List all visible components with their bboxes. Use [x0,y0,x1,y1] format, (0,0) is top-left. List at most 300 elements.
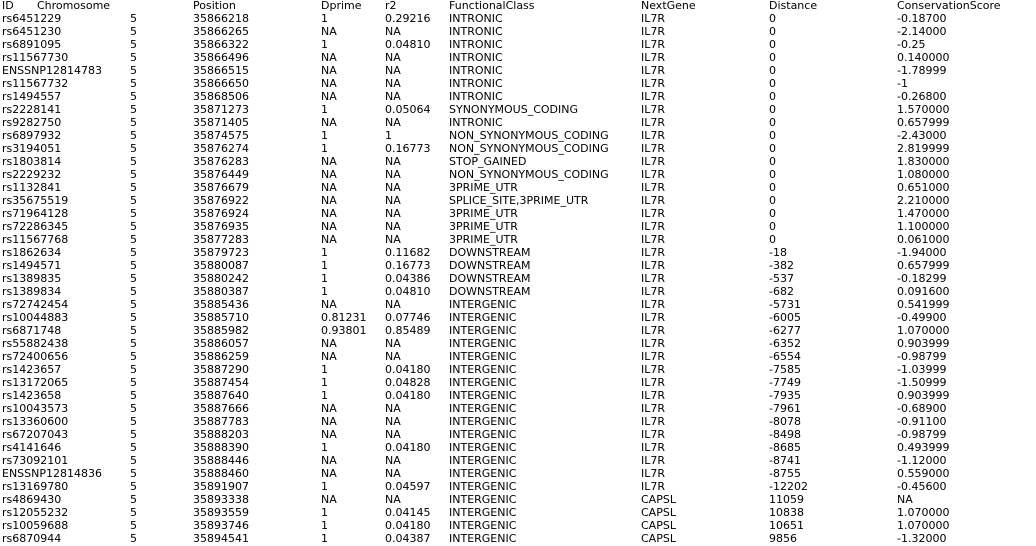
table-cell: NA [321,402,337,415]
table-cell: 1 [321,246,328,259]
table-cell: 1.570000 [897,103,950,116]
table-cell: IL7R [641,129,666,142]
table-cell: 35887290 [193,363,249,376]
table-cell: 1 [321,363,328,376]
table-cell: -537 [769,272,794,285]
table-cell: 35888460 [193,467,249,480]
table-cell: 5 [130,519,137,532]
table-cell: NA [385,155,401,168]
table-cell: 35871405 [193,116,249,129]
table-cell: IL7R [641,454,666,467]
table-cell: rs6871748 [2,324,62,337]
table-cell: 5 [130,350,137,363]
table-cell: 1 [321,389,328,402]
table-cell: INTERGENIC [449,389,517,402]
table-cell: NA [385,467,401,480]
table-row [0,259,1036,272]
table-cell: NA [385,233,401,246]
table-cell: rs35675519 [2,194,69,207]
table-cell: 35893746 [193,519,249,532]
table-cell: IL7R [641,155,666,168]
table-header-row [0,0,1036,12]
table-row [0,350,1036,363]
table-cell: NA [385,350,401,363]
table-cell: 35885982 [193,324,249,337]
table-cell: INTERGENIC [449,376,517,389]
table-cell: 35891907 [193,480,249,493]
table-cell: 5 [130,90,137,103]
table-cell: 3PRIME_UTR [449,207,518,220]
table-cell: 5 [130,103,137,116]
table-cell: INTERGENIC [449,467,517,480]
table-cell: 5 [130,51,137,64]
table-row [0,38,1036,51]
table-cell: -0.25 [897,38,926,51]
table-cell: 5 [130,480,137,493]
table-cell: IL7R [641,350,666,363]
table-cell: 1.100000 [897,220,950,233]
table-cell: INTERGENIC [449,493,517,506]
table-cell: NA [385,51,401,64]
table-cell: 1 [321,272,328,285]
table-cell: rs72286345 [2,220,69,233]
table-cell: 0 [769,155,776,168]
table-cell: -8755 [769,467,801,480]
table-cell: CAPSL [641,532,676,545]
table-cell: 1.070000 [897,324,950,337]
table-cell: 1 [321,441,328,454]
column-header: ID [2,0,14,12]
table-cell: INTRONIC [449,25,503,38]
table-row [0,233,1036,246]
table-cell: IL7R [641,168,666,181]
table-row [0,532,1036,545]
table-cell: INTERGENIC [449,311,517,324]
table-cell: -1.94000 [897,246,947,259]
table-cell: 5 [130,259,137,272]
table-cell: 35888203 [193,428,249,441]
table-row [0,363,1036,376]
table-cell: 35876935 [193,220,249,233]
table-cell: rs9282750 [2,116,62,129]
table-cell: INTRONIC [449,12,503,25]
table-cell: rs6897932 [2,129,62,142]
table-cell: rs10043573 [2,402,69,415]
table-cell: 35887666 [193,402,249,415]
table-cell: 5 [130,194,137,207]
table-row [0,376,1036,389]
table-cell: 5 [130,116,137,129]
table-row [0,441,1036,454]
table-cell: 1 [321,259,328,272]
table-row [0,493,1036,506]
table-row [0,77,1036,90]
table-row [0,103,1036,116]
table-cell: rs1494571 [2,259,62,272]
table-cell: 35866322 [193,38,249,51]
column-header: ConservationScore [897,0,1001,12]
table-cell: rs6870944 [2,532,62,545]
column-header: FunctionalClass [449,0,535,12]
table-cell: 0 [769,129,776,142]
table-cell: 5 [130,298,137,311]
table-cell: 0 [769,194,776,207]
table-cell: 5 [130,142,137,155]
table-cell: -8685 [769,441,801,454]
table-cell: NA [321,415,337,428]
table-cell: 0 [769,207,776,220]
table-cell: 35876274 [193,142,249,155]
table-cell: IL7R [641,194,666,207]
table-cell: NA [321,337,337,350]
table-cell: IL7R [641,376,666,389]
table-cell: NA [385,220,401,233]
table-cell: 1.070000 [897,519,950,532]
table-cell: rs1803814 [2,155,62,168]
table-row [0,454,1036,467]
table-cell: 5 [130,38,137,51]
table-cell: IL7R [641,38,666,51]
table-row [0,207,1036,220]
table-row [0,129,1036,142]
table-cell: 35887454 [193,376,249,389]
table-cell: -8078 [769,415,801,428]
table-cell: rs73092101 [2,454,69,467]
table-cell: 5 [130,233,137,246]
table-cell: 0.81231 [321,311,367,324]
table-cell: CAPSL [641,506,676,519]
table-row [0,155,1036,168]
table-cell: 5 [130,454,137,467]
table-cell: NA [385,493,401,506]
table-cell: 0.903999 [897,389,950,402]
table-cell: -0.18700 [897,12,947,25]
table-cell: 0.04387 [385,532,431,545]
table-cell: -8741 [769,454,801,467]
table-cell: -0.68900 [897,402,947,415]
table-cell: IL7R [641,272,666,285]
table-cell: NA [385,337,401,350]
table-cell: 10651 [769,519,804,532]
table-cell: IL7R [641,233,666,246]
table-cell: 1 [321,506,328,519]
table-row [0,181,1036,194]
table-cell: INTERGENIC [449,415,517,428]
table-cell: 0.04180 [385,441,431,454]
table-cell: NA [321,194,337,207]
table-cell: INTERGENIC [449,363,517,376]
table-row [0,51,1036,64]
table-cell: 5 [130,272,137,285]
table-cell: 5 [130,220,137,233]
table-row [0,12,1036,25]
table-cell: 5 [130,402,137,415]
table-cell: IL7R [641,337,666,350]
table-cell: 1 [321,129,328,142]
table-cell: -0.91100 [897,415,947,428]
table-cell: IL7R [641,51,666,64]
table-cell: NA [897,493,913,506]
table-cell: 0.05064 [385,103,431,116]
table-row [0,246,1036,259]
table-cell: 0 [769,103,776,116]
table-cell: IL7R [641,428,666,441]
table-cell: rs13169780 [2,480,69,493]
table-cell: 5 [130,441,137,454]
table-cell: 35866650 [193,77,249,90]
table-cell: 1.830000 [897,155,950,168]
table-cell: NA [385,77,401,90]
table-row [0,64,1036,77]
table-cell: rs1862634 [2,246,62,259]
table-cell: NA [385,25,401,38]
table-cell: NA [321,454,337,467]
table-cell: rs1389834 [2,285,62,298]
table-row [0,480,1036,493]
table-cell: INTERGENIC [449,402,517,415]
table-cell: 0.93801 [321,324,367,337]
column-header: Dprime [321,0,362,12]
table-cell: 0 [769,77,776,90]
table-cell: NA [321,168,337,181]
table-cell: 0.140000 [897,51,950,64]
table-cell: 5 [130,64,137,77]
table-cell: -6277 [769,324,801,337]
table-cell: rs6891095 [2,38,62,51]
table-cell: 35874575 [193,129,249,142]
table-cell: 0 [769,220,776,233]
table-row [0,337,1036,350]
table-cell: 5 [130,285,137,298]
table-cell: SYNONYMOUS_CODING [449,103,579,116]
table-cell: IL7R [641,90,666,103]
table-row [0,116,1036,129]
table-cell: NA [385,194,401,207]
table-cell: NA [385,298,401,311]
table-cell: 0.04386 [385,272,431,285]
table-cell: IL7R [641,259,666,272]
table-cell: -682 [769,285,794,298]
table-cell: NA [385,181,401,194]
table-row [0,467,1036,480]
table-cell: rs1132841 [2,181,62,194]
table-cell: -8498 [769,428,801,441]
table-row [0,506,1036,519]
table-cell: 0.559000 [897,467,950,480]
table-cell: rs11567732 [2,77,69,90]
table-cell: -2.14000 [897,25,947,38]
table-cell: CAPSL [641,493,676,506]
table-cell: IL7R [641,415,666,428]
table-cell: -0.98799 [897,350,947,363]
table-cell: IL7R [641,116,666,129]
table-cell: IL7R [641,311,666,324]
table-cell: 1.070000 [897,506,950,519]
table-cell: 2.210000 [897,194,950,207]
table-cell: rs71964128 [2,207,69,220]
table-cell: 0 [769,38,776,51]
table-cell: NA [321,90,337,103]
table-cell: INTERGENIC [449,454,517,467]
table-cell: INTERGENIC [449,298,517,311]
table-cell: 1 [321,285,328,298]
table-cell: 0.04597 [385,480,431,493]
table-cell: 1 [321,376,328,389]
table-cell: 5 [130,506,137,519]
table-cell: 0.04810 [385,285,431,298]
table-cell: INTRONIC [449,77,503,90]
table-cell: 35886057 [193,337,249,350]
table-cell: IL7R [641,12,666,25]
column-header: Distance [769,0,818,12]
table-row [0,389,1036,402]
table-cell: 35888446 [193,454,249,467]
table-cell: INTERGENIC [449,441,517,454]
table-cell: ENSSNP12814783 [2,64,102,77]
table-cell: 3PRIME_UTR [449,181,518,194]
table-cell: 35876924 [193,207,249,220]
table-cell: 35866496 [193,51,249,64]
table-cell: -0.49900 [897,311,947,324]
table-cell: STOP_GAINED [449,155,527,168]
table-cell: rs55882438 [2,337,69,350]
table-cell: 35877283 [193,233,249,246]
table-cell: IL7R [641,389,666,402]
table-cell: 35871273 [193,103,249,116]
table-cell: rs2229232 [2,168,62,181]
table-cell: 0.04180 [385,389,431,402]
table-cell: NON_SYNONYMOUS_CODING [449,142,609,155]
table-cell: CAPSL [641,519,676,532]
table-cell: 0.541999 [897,298,950,311]
table-cell: rs11567768 [2,233,69,246]
table-cell: -7961 [769,402,801,415]
table-cell: INTERGENIC [449,428,517,441]
table-row [0,90,1036,103]
table-cell: rs10059688 [2,519,69,532]
table-cell: 35876679 [193,181,249,194]
table-cell: rs72742454 [2,298,69,311]
table-row [0,428,1036,441]
table-cell: INTRONIC [449,90,503,103]
table-cell: -0.98799 [897,428,947,441]
table-cell: IL7R [641,480,666,493]
table-cell: 0.11682 [385,246,431,259]
table-cell: IL7R [641,246,666,259]
table-cell: 0 [769,142,776,155]
column-header: Position [193,0,236,12]
table-cell: IL7R [641,467,666,480]
table-cell: 35879723 [193,246,249,259]
table-cell: 35887783 [193,415,249,428]
table-cell: 0 [769,116,776,129]
table-cell: INTERGENIC [449,480,517,493]
table-cell: NA [385,168,401,181]
table-cell: INTRONIC [449,64,503,77]
table-cell: NA [321,181,337,194]
table-row [0,142,1036,155]
table-cell: 5 [130,12,137,25]
table-row [0,415,1036,428]
table-cell: 0.493999 [897,441,950,454]
table-cell: rs13172065 [2,376,69,389]
table-cell: 0.04810 [385,38,431,51]
table-cell: SPLICE_SITE,3PRIME_UTR [449,194,589,207]
table-cell: -18 [769,246,787,259]
table-cell: 10838 [769,506,804,519]
table-cell: DOWNSTREAM [449,246,531,259]
table-cell: DOWNSTREAM [449,259,531,272]
table-cell: INTRONIC [449,116,503,129]
table-cell: 35876449 [193,168,249,181]
table-cell: rs2228141 [2,103,62,116]
table-cell: NA [321,51,337,64]
table-cell: NA [321,428,337,441]
table-cell: -6005 [769,311,801,324]
table-cell: 5 [130,181,137,194]
table-cell: 5 [130,207,137,220]
table-row [0,285,1036,298]
table-cell: 35880387 [193,285,249,298]
table-cell: 1 [321,519,328,532]
table-cell: -7935 [769,389,801,402]
table-cell: rs10044883 [2,311,69,324]
table-cell: 0 [769,181,776,194]
table-cell: 5 [130,363,137,376]
table-cell: 0.091600 [897,285,950,298]
table-row [0,402,1036,415]
table-row [0,298,1036,311]
table-cell: 0 [769,90,776,103]
table-cell: INTERGENIC [449,350,517,363]
table-cell: IL7R [641,103,666,116]
table-cell: IL7R [641,402,666,415]
table-cell: rs67207043 [2,428,69,441]
table-cell: 11059 [769,493,804,506]
table-cell: 0 [769,64,776,77]
table-cell: 1.470000 [897,207,950,220]
table-cell: -1.03999 [897,363,947,376]
table-cell: NA [385,454,401,467]
table-cell: rs3194051 [2,142,62,155]
table-cell: NA [321,493,337,506]
table-cell: 35887640 [193,389,249,402]
table-cell: -7749 [769,376,801,389]
table-cell: INTERGENIC [449,324,517,337]
table-cell: 5 [130,311,137,324]
table-cell: 0.903999 [897,337,950,350]
table-cell: NA [321,298,337,311]
table-cell: 1 [321,480,328,493]
table-cell: 0.16773 [385,259,431,272]
table-cell: IL7R [641,363,666,376]
table-cell: 0.04828 [385,376,431,389]
table-cell: 35876283 [193,155,249,168]
table-cell: 35880242 [193,272,249,285]
table-cell: 0.061000 [897,233,950,246]
table-cell: ENSSNP12814836 [2,467,102,480]
table-cell: 0 [769,51,776,64]
table-cell: IL7R [641,285,666,298]
table-cell: rs12055232 [2,506,69,519]
table-cell: -6352 [769,337,801,350]
table-cell: 1 [385,129,392,142]
table-cell: INTERGENIC [449,506,517,519]
table-cell: rs72400656 [2,350,69,363]
table-cell: NON_SYNONYMOUS_CODING [449,168,609,181]
table-cell: -6554 [769,350,801,363]
table-cell: 0.657999 [897,116,950,129]
